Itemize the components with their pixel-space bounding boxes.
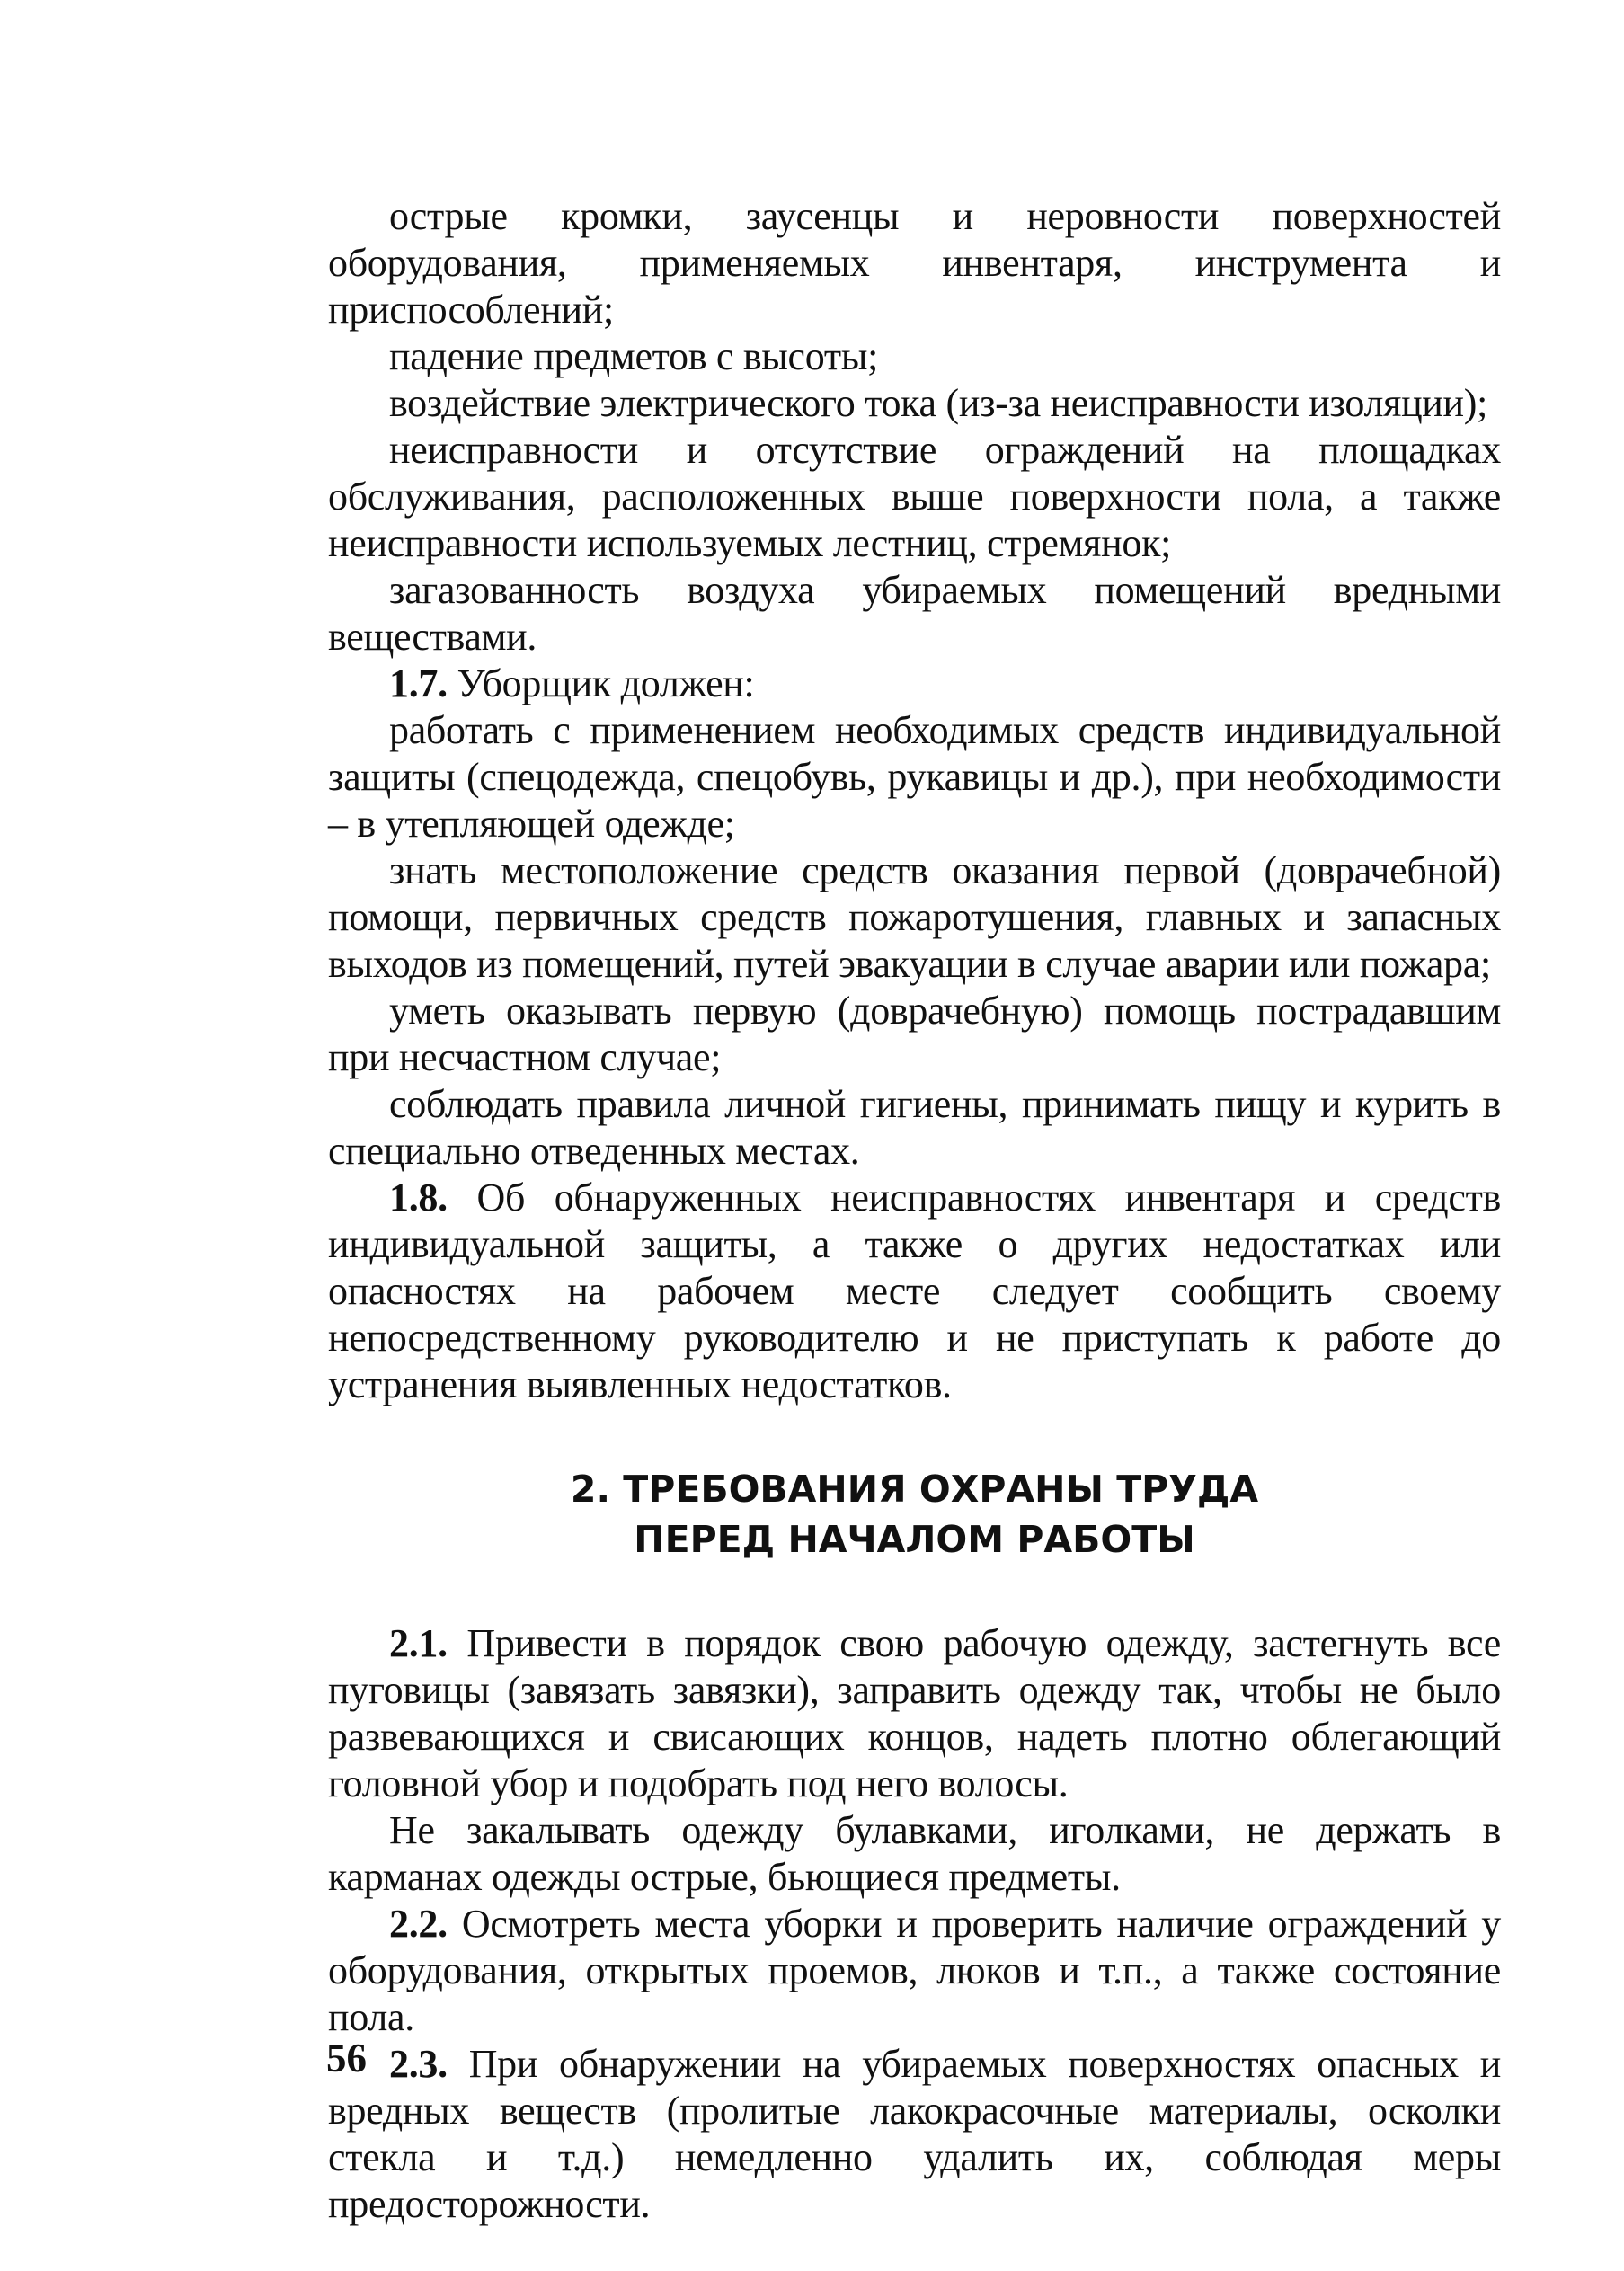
clause-2-3-number: 2.3. bbox=[389, 2042, 448, 2086]
clause-1-7 bbox=[328, 661, 1501, 707]
section-2-heading-line2: ПЕРЕД НАЧАЛОМ РАБОТЫ bbox=[634, 1518, 1195, 1561]
hazard-item-falling-objects: падение предметов с высоты; bbox=[389, 334, 879, 378]
clause-1-7-number: 1.7. bbox=[389, 661, 448, 705]
clause-2-1-number: 2.1. bbox=[389, 1621, 448, 1665]
clause-2-3-text: При обнаружении на убираемых поверхностях опасных и вредных веществ (пролитые лакокрасочные материалы, осколки стекла и т.д.) немедленно удалить их, соблюдая меры предосторожности. bbox=[328, 2042, 1501, 2226]
clause-2-1 bbox=[328, 1620, 1501, 1807]
page-number: 56 bbox=[326, 2036, 367, 2080]
hazard-item-missing-railings: неисправности и отсутствие ограждений на площадках обслуживания, расположенных выше поверхности пола, а также неисправности используемых лестниц, стремянок; bbox=[328, 428, 1501, 565]
hazard-item-sharp-edges: острые кромки, заусенцы и неровности поверхностей оборудования, применяемых инвентаря, инструмента и приспособлений; bbox=[328, 194, 1501, 332]
clause-2-1-text: Привести в порядок свою рабочую одежду, застегнуть все пуговицы (завязать завязки), заправить одежду так, чтобы не было развевающихся и свисающих концов, надеть плотно облегающий головной убор и подобрать под него волосы. bbox=[328, 1621, 1501, 1805]
hazard-item-electric-current: воздействие электрического тока (из-за неисправности изоляции); bbox=[389, 381, 1488, 425]
hazard-item-gas-contamination: загазованность воздуха убираемых помещений вредными веществами. bbox=[328, 568, 1501, 659]
clause-1-8-text: Об обнаруженных неисправностях инвентаря и средств индивидуальной защиты, а также о других недостатках или опасностях на рабочем месте следует сообщить своему непосредственному руководителю и не приступать к работе до устранения выявленных недостатков. bbox=[328, 1175, 1501, 1406]
clause-2-3 bbox=[328, 2041, 1501, 2228]
clause-1-7-item-first-aid-skills: уметь оказывать первую (доврачебную) помощь пострадавшим при несчастном случае; bbox=[328, 989, 1501, 1079]
clause-1-7-item-hygiene: соблюдать правила личной гигиены, принимать пищу и курить в специально отведенных местах. bbox=[328, 1082, 1501, 1173]
clause-1-8-number: 1.8. bbox=[389, 1175, 448, 1220]
clause-2-1-extra: Не закалывать одежду булавками, иголками, не держать в карманах одежды острые, бьющиеся предметы. bbox=[328, 1808, 1501, 1899]
clause-2-2-text: Осмотреть места уборки и проверить наличие ограждений у оборудования, открытых проемов, люков и т.п., а также состояние пола. bbox=[328, 1902, 1501, 2039]
clause-2-2 bbox=[328, 1901, 1501, 2041]
clause-1-7-item-protective-gear: работать с применением необходимых средств индивидуальной защиты (спецодежда, спецобувь, рукавицы и др.), при необходимости – в утепляющей одежде; bbox=[328, 708, 1501, 846]
section-2-heading-line1: 2. ТРЕБОВАНИЯ ОХРАНЫ ТРУДА bbox=[570, 1468, 1259, 1511]
clause-1-8 bbox=[328, 1175, 1501, 1408]
clause-1-7-text: Уборщик должен: bbox=[447, 661, 755, 705]
page-body bbox=[328, 193, 1501, 2228]
clause-1-7-item-first-aid-location: знать местоположение средств оказания первой (доврачебной) помощи, первичных средств пожаротушения, главных и запасных выходов из помещений, путей эвакуации в случае аварии или пожара; bbox=[328, 848, 1501, 986]
section-2-heading bbox=[328, 1464, 1501, 1565]
clause-2-2-number: 2.2. bbox=[389, 1902, 448, 1946]
